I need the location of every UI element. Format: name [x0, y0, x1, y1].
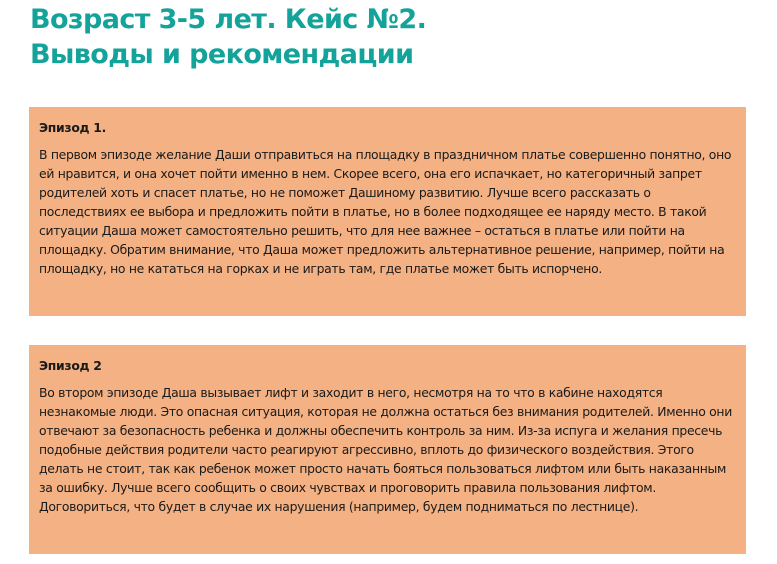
episode-2-text: Во втором эпизоде Даша вызывает лифт и заходит в него, несмотря на то что в кабине находятся незнакомые люди. Это опасная ситуация, которая не должна остаться без внимания родителей. Именно они отвечают за безопасность ребенка и должны обеспечить контроль за ним. Из-за испуга и желания пресечь подобные действия родители часто реагируют агрессивно, вплоть до физического воздействия. Этого делать не стоит, так как ребенок может просто начать бояться пользоваться лифтом или быть наказанным за ошибку. Лучше всего сообщить о своих чувствах и проговорить правила пользования лифтом. Договориться, что будет в случае их нарушения (например, будем подниматься по лестнице).	[39, 385, 732, 514]
page-title-line-1: Возраст 3-5 лет. Кейс №2.	[30, 4, 427, 35]
episode-2-title: Эпизод 2	[39, 358, 102, 373]
episode-1-card	[29, 107, 746, 316]
episode-2-card	[29, 345, 746, 554]
page-title	[30, 2, 750, 72]
page-title-line-2: Выводы и рекомендации	[30, 39, 414, 70]
episode-1-title: Эпизод 1.	[39, 120, 106, 135]
episode-1-text: В первом эпизоде желание Даши отправиться на площадку в праздничном платье совершенно понятно, оно ей нравится, и она хочет пойти именно в нем. Скорее всего, она его испачкает, но категоричный запрет родителей хоть и спасет платье, но не поможет Дашиному развитию. Лучше всего рассказать о последствиях ее выбора и предложить пойти в платье, но в более подходящее ее наряду место. В такой ситуации Даша может самостоятельно решить, что для нее важнее – остаться в платье или пойти на площадку. Обратим внимание, что Даша может предложить альтернативное решение, например, пойти на площадку, но не кататься на горках и не играть там, где платье может быть испорчено.	[39, 147, 732, 276]
